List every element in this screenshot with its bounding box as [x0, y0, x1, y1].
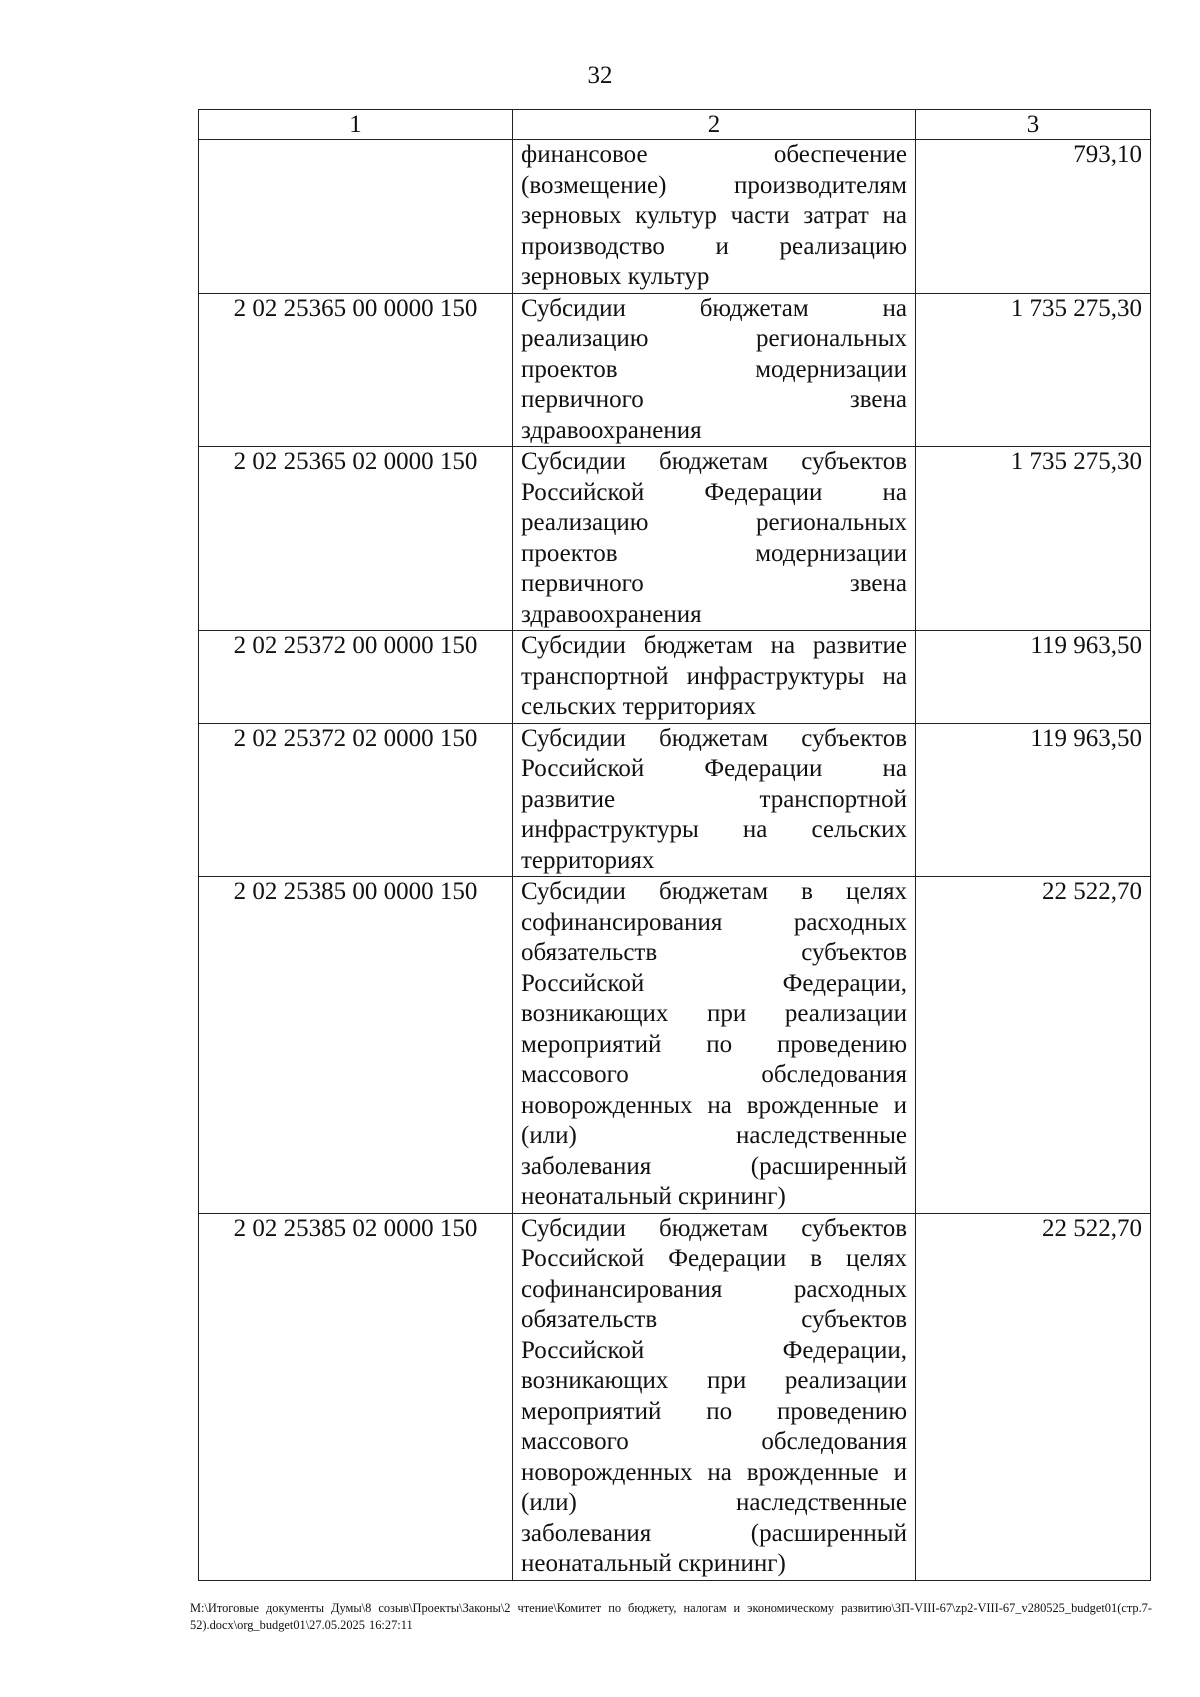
description-line: Субсидии бюджетам в целях: [521, 878, 907, 905]
description-line: Российской Федерации,: [521, 1336, 907, 1364]
file-path-footer: M:\Итоговые документы Думы\8 созыв\Проекты\Законы\2 чтение\Комитет по бюджету, налогам и экономическому развитию\ЗП-VIII-67\zp2-VIII-67_v280525_budget01(стр.7-52).docx\org_budget01\27.05.2025 16:27:11: [190, 1601, 1152, 1632]
description-line: проектов модернизации: [521, 539, 907, 567]
description-cell: [513, 447, 916, 631]
description-line: сельских территориях: [521, 693, 757, 720]
description-line: возникающих при реализации: [521, 1367, 907, 1394]
description-line: софинансирования расходных: [521, 908, 907, 936]
amount-cell: 793,10: [916, 140, 1151, 294]
description-line: софинансирования расходных: [521, 1275, 907, 1303]
budget-code-cell: 2 02 25365 02 0000 150: [199, 447, 513, 631]
amount-cell: 119 963,50: [916, 723, 1151, 877]
description-line: возникающих при реализации: [521, 1000, 907, 1027]
amount-cell: 22 522,70: [916, 1213, 1151, 1580]
description-line: реализацию региональных: [521, 509, 907, 536]
description-line: Российской Федерации на: [521, 755, 907, 782]
description-line: проектов модернизации: [521, 355, 907, 383]
description-cell: [513, 1213, 916, 1580]
table-body: [199, 140, 1151, 1581]
description-line: мероприятий по проведению: [521, 1030, 907, 1058]
description-line: новорожденных на врожденные и: [521, 1458, 907, 1486]
description-line: новорожденных на врожденные и: [521, 1091, 907, 1119]
table-row: [199, 1213, 1151, 1580]
table-row: [199, 723, 1151, 877]
description-line: финансовое обеспечение: [521, 141, 907, 168]
description-line: развитие транспортной: [521, 785, 907, 813]
description-line: здравоохранения: [521, 600, 702, 628]
description-line: обязательств субъектов: [521, 939, 907, 966]
description-line: производство и реализацию: [521, 232, 907, 260]
description-line: инфраструктуры на сельских: [521, 816, 907, 843]
budget-code-cell: 2 02 25385 00 0000 150: [199, 877, 513, 1214]
budget-code-cell: [199, 140, 513, 294]
description-line: здравоохранения: [521, 416, 702, 444]
description-line: (возмещение) производителям: [521, 171, 907, 199]
description-line: Субсидии бюджетам на: [521, 294, 907, 322]
description-line: Субсидии бюджетам на развитие: [521, 632, 907, 659]
description-line: заболевания (расширенный: [521, 1152, 907, 1180]
budget-code-cell: 2 02 25365 00 0000 150: [199, 293, 513, 447]
budget-table: [198, 109, 1151, 1581]
table-row: [199, 140, 1151, 294]
table-row: [199, 293, 1151, 447]
budget-code-cell: 2 02 25372 02 0000 150: [199, 723, 513, 877]
description-line: (или) наследственные: [521, 1122, 907, 1149]
description-line: Субсидии бюджетам субъектов: [521, 448, 907, 475]
column-header-amount: 3: [916, 110, 1151, 140]
description-cell: [513, 293, 916, 447]
table-row: [199, 877, 1151, 1214]
description-line: (или) наследственные: [521, 1489, 907, 1516]
amount-cell: 1 735 275,30: [916, 447, 1151, 631]
description-line: Субсидии бюджетам субъектов: [521, 724, 907, 752]
description-line: первичного звена: [521, 570, 907, 597]
description-cell: [513, 877, 916, 1214]
description-line: зерновых культур: [521, 263, 710, 290]
description-line: обязательств субъектов: [521, 1306, 907, 1333]
column-header-code: 1: [199, 110, 513, 140]
description-line: территориях: [521, 846, 655, 874]
description-cell: [513, 723, 916, 877]
description-line: массового обследования: [521, 1428, 907, 1455]
description-line: первичного звена: [521, 386, 907, 413]
description-line: Российской Федерации на: [521, 478, 907, 506]
table-row: [199, 447, 1151, 631]
description-line: Российской Федерации в целях: [521, 1245, 907, 1272]
table-row: [199, 631, 1151, 724]
description-line: массового обследования: [521, 1061, 907, 1088]
amount-cell: 1 735 275,30: [916, 293, 1151, 447]
description-line: зерновых культур части затрат на: [521, 202, 907, 229]
budget-code-cell: 2 02 25372 00 0000 150: [199, 631, 513, 724]
description-cell: [513, 140, 916, 294]
description-line: заболевания (расширенный: [521, 1519, 907, 1547]
page-number: 32: [587, 62, 613, 89]
description-line: Российской Федерации,: [521, 969, 907, 997]
description-line: реализацию региональных: [521, 325, 907, 352]
description-line: Субсидии бюджетам субъектов: [521, 1214, 907, 1242]
description-cell: [513, 631, 916, 724]
column-header-description: 2: [513, 110, 916, 140]
amount-cell: 119 963,50: [916, 631, 1151, 724]
budget-code-cell: 2 02 25385 02 0000 150: [199, 1213, 513, 1580]
amount-cell: 22 522,70: [916, 877, 1151, 1214]
description-line: неонатальный скрининг): [521, 1550, 786, 1577]
description-line: транспортной инфраструктуры на: [521, 662, 907, 690]
description-line: неонатальный скрининг): [521, 1183, 786, 1210]
table-header-row: [199, 110, 1151, 140]
description-line: мероприятий по проведению: [521, 1397, 907, 1425]
